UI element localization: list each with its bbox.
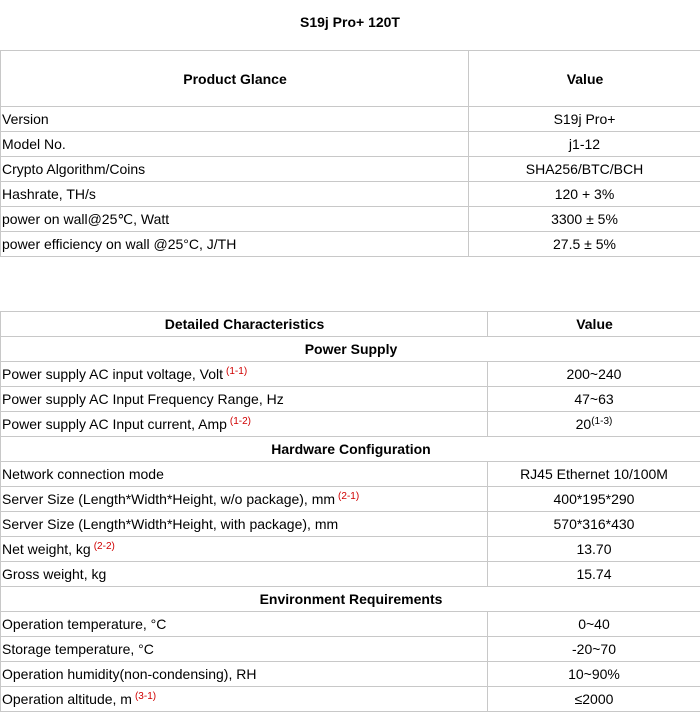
section-title: Hardware Configuration xyxy=(1,437,700,462)
spec-label: Operation altitude, m xyxy=(2,691,132,707)
table-row xyxy=(1,612,700,637)
spec-label: Server Size (Length*Width*Height, with package), mm xyxy=(2,516,339,532)
spec-value: 47~63 xyxy=(574,391,614,407)
spec-value-cell xyxy=(488,537,700,562)
table-row xyxy=(1,182,700,207)
detailed-characteristics-table xyxy=(0,311,700,712)
spec-label-cell xyxy=(1,612,488,637)
spec-label: power on wall@25℃, Watt xyxy=(1,207,469,232)
spec-value: 400*195*290 xyxy=(553,491,635,507)
table-row xyxy=(1,107,700,132)
column-header-value: Value xyxy=(488,312,700,337)
spec-value-cell xyxy=(488,637,700,662)
footnote-ref: (1-2) xyxy=(229,416,252,427)
spec-label-cell xyxy=(1,362,488,387)
table-row xyxy=(1,132,700,157)
spec-value-cell xyxy=(488,362,700,387)
spec-value-cell xyxy=(488,387,700,412)
spec-label-cell xyxy=(1,487,488,512)
section-row xyxy=(1,587,700,612)
table-header-row xyxy=(1,312,700,337)
spec-value: 200~240 xyxy=(566,366,622,382)
spec-label-cell xyxy=(1,512,488,537)
table-row xyxy=(1,637,700,662)
section-title: Environment Requirements xyxy=(1,587,700,612)
spec-value: 0~40 xyxy=(578,616,610,632)
spec-label-cell xyxy=(1,387,488,412)
table-row xyxy=(1,562,700,587)
spec-value: 570*316*430 xyxy=(553,516,635,532)
column-header-product-glance: Product Glance xyxy=(1,51,469,107)
footnote-ref: (3-1) xyxy=(134,691,157,702)
spec-value: 20 xyxy=(575,416,592,432)
spec-value-cell xyxy=(488,662,700,687)
spec-label-cell xyxy=(1,687,488,712)
section-row xyxy=(1,337,700,362)
product-glance-table xyxy=(0,50,700,257)
spec-value: S19j Pro+ xyxy=(469,107,700,132)
column-header-detailed-characteristics: Detailed Characteristics xyxy=(1,312,488,337)
column-header-value: Value xyxy=(469,51,700,107)
section-title: Power Supply xyxy=(1,337,700,362)
table-row xyxy=(1,362,700,387)
spec-label: Network connection mode xyxy=(2,466,164,482)
spec-label: Crypto Algorithm/Coins xyxy=(1,157,469,182)
spec-label: Power supply AC input voltage, Volt xyxy=(2,366,224,382)
spec-value: -20~70 xyxy=(572,641,616,657)
spec-label: Storage temperature, °C xyxy=(2,641,154,657)
footnote-ref: (1-1) xyxy=(226,366,248,377)
table-row xyxy=(1,412,700,437)
spec-value: 3300 ± 5% xyxy=(469,207,700,232)
spec-value: 15.74 xyxy=(576,566,612,582)
spec-value-cell xyxy=(488,412,700,437)
spec-label: Server Size (Length*Width*Height, w/o package), mm xyxy=(2,491,336,507)
spec-value: 27.5 ± 5% xyxy=(469,232,700,257)
spec-label-cell xyxy=(1,412,488,437)
spec-label: Version xyxy=(1,107,469,132)
spec-label-cell xyxy=(1,537,488,562)
table-row xyxy=(1,232,700,257)
spec-value: j1-12 xyxy=(469,132,700,157)
footnote-ref: (2-2) xyxy=(93,541,115,552)
footnote-ref: (2-1) xyxy=(338,491,360,502)
spec-label-cell xyxy=(1,662,488,687)
spec-value-cell xyxy=(488,612,700,637)
spec-value-cell xyxy=(488,687,700,712)
spec-value-cell xyxy=(488,462,700,487)
spec-label-cell xyxy=(1,637,488,662)
spec-value: 10~90% xyxy=(568,666,620,682)
spec-label-cell xyxy=(1,562,488,587)
spec-label: Net weight, kg xyxy=(2,541,91,557)
spec-label: Hashrate, TH/s xyxy=(1,182,469,207)
table-row xyxy=(1,387,700,412)
spec-label: Operation humidity(non-condensing), RH xyxy=(2,666,257,682)
spec-label: Power supply AC Input current, Amp xyxy=(2,416,227,432)
table-row xyxy=(1,157,700,182)
spec-label: Gross weight, kg xyxy=(2,566,107,582)
spec-label: Power supply AC Input Frequency Range, Hz xyxy=(2,391,284,407)
spec-value-cell xyxy=(488,512,700,537)
spec-label: Operation temperature, °C xyxy=(2,616,167,632)
spec-label-cell xyxy=(1,462,488,487)
table-row xyxy=(1,487,700,512)
spec-value-cell xyxy=(488,487,700,512)
table-row xyxy=(1,537,700,562)
spec-value: SHA256/BTC/BCH xyxy=(469,157,700,182)
table-header-row xyxy=(1,51,700,107)
table-row xyxy=(1,687,700,712)
spec-value-cell xyxy=(488,562,700,587)
spec-label: power efficiency on wall @25°C, J/TH xyxy=(1,232,469,257)
table-row xyxy=(1,462,700,487)
table-row xyxy=(1,512,700,537)
spec-value: ≤2000 xyxy=(574,691,614,707)
spec-value: RJ45 Ethernet 10/100M xyxy=(520,466,668,482)
spec-label: Model No. xyxy=(1,132,469,157)
footnote-ref: (1-3) xyxy=(591,416,613,427)
section-row xyxy=(1,437,700,462)
table-row xyxy=(1,207,700,232)
page-title: S19j Pro+ 120T xyxy=(299,14,400,30)
spec-value: 13.70 xyxy=(576,541,612,557)
spec-value: 120 + 3% xyxy=(469,182,700,207)
table-row xyxy=(1,662,700,687)
